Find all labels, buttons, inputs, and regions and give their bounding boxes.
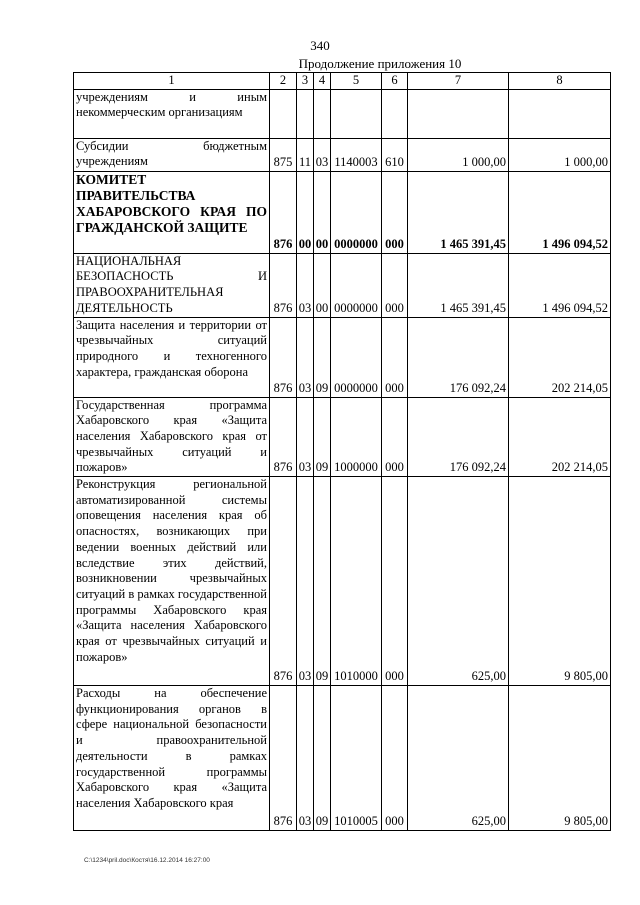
cell-amount-1 (408, 89, 509, 138)
cell-subsection: 03 (314, 138, 331, 171)
column-header: 6 (382, 73, 408, 90)
cell-amount-2: 9 805,00 (509, 477, 611, 686)
cell-amount-2: 9 805,00 (509, 686, 611, 831)
cell-amount-2: 1 496 094,52 (509, 253, 611, 317)
table-row (74, 253, 611, 317)
cell-amount-1: 1 000,00 (408, 138, 509, 171)
cell-type: 000 (382, 686, 408, 831)
cell-code: 876 (270, 317, 297, 397)
row-name: Защита населения и территории от чрезвычайных ситуаций природного и техногенного характера, гражданская оборона (74, 317, 270, 397)
column-header: 4 (314, 73, 331, 90)
cell-section: 00 (297, 171, 314, 253)
cell-code: 876 (270, 253, 297, 317)
cell-type: 000 (382, 477, 408, 686)
cell-section: 03 (297, 477, 314, 686)
cell-section: 03 (297, 397, 314, 477)
cell-amount-1: 1 465 391,45 (408, 253, 509, 317)
cell-target: 0000000 (331, 253, 382, 317)
cell-type: 000 (382, 171, 408, 253)
cell-target: 1140003 (331, 138, 382, 171)
cell-type: 610 (382, 138, 408, 171)
cell-amount-1: 625,00 (408, 477, 509, 686)
table-row (74, 138, 611, 171)
cell-type: 000 (382, 397, 408, 477)
cell-subsection: 09 (314, 477, 331, 686)
cell-subsection: 09 (314, 397, 331, 477)
table-row (74, 171, 611, 253)
row-name: Реконструкция региональной автоматизированной системы оповещения населения края об опасностях, возникающих при ведении военных действий или вследствие этих действий, возникновении чрезвычайных ситуаций в рамках государственной программы Хабаровского края «Защита населения Хабаровского края от чрезвычайных ситуаций и пожаров» (74, 477, 270, 686)
cell-target: 1010000 (331, 477, 382, 686)
cell-code: 876 (270, 477, 297, 686)
cell-section (297, 89, 314, 138)
column-header: 5 (331, 73, 382, 90)
table-header-row (74, 73, 611, 90)
cell-amount-1: 1 465 391,45 (408, 171, 509, 253)
budget-table (73, 72, 611, 831)
cell-amount-2: 1 000,00 (509, 138, 611, 171)
page-number: 340 (310, 38, 330, 53)
column-header: 8 (509, 73, 611, 90)
appendix-subtitle: Продолжение приложения 10 (298, 56, 462, 71)
cell-target: 0000000 (331, 171, 382, 253)
cell-subsection: 09 (314, 317, 331, 397)
table-row (74, 477, 611, 686)
column-header: 2 (270, 73, 297, 90)
cell-amount-1: 625,00 (408, 686, 509, 831)
cell-amount-1: 176 092,24 (408, 397, 509, 477)
table-row (74, 397, 611, 477)
column-header: 7 (408, 73, 509, 90)
cell-subsection: 09 (314, 686, 331, 831)
cell-type (382, 89, 408, 138)
cell-subsection: 00 (314, 171, 331, 253)
cell-section: 11 (297, 138, 314, 171)
cell-target: 1000000 (331, 397, 382, 477)
row-name: НАЦИОНАЛЬНАЯ БЕЗОПАСНОСТЬ И ПРАВООХРАНИТЕЛЬНАЯ ДЕЯТЕЛЬНОСТЬ (74, 253, 270, 317)
row-name: Субсидии бюджетным учреждениям (74, 138, 270, 171)
cell-code: 876 (270, 686, 297, 831)
cell-section: 03 (297, 317, 314, 397)
cell-subsection: 00 (314, 253, 331, 317)
row-name: КОМИТЕТ ПРАВИТЕЛЬСТВА ХАБАРОВСКОГО КРАЯ ПО ГРАЖДАНСКОЙ ЗАЩИТЕ (74, 171, 270, 253)
cell-amount-2: 1 496 094,52 (509, 171, 611, 253)
cell-amount-2: 202 214,05 (509, 397, 611, 477)
cell-type: 000 (382, 253, 408, 317)
row-name: учреждениям и иным некоммерческим организациям (74, 89, 270, 138)
cell-amount-1: 176 092,24 (408, 317, 509, 397)
cell-code: 876 (270, 171, 297, 253)
cell-code: 875 (270, 138, 297, 171)
file-path-footer: C:\1234\pril.doc\Костя\16.12.2014 16:27:00 (84, 857, 210, 864)
row-name: Расходы на обеспечение функционирования органов в сфере национальной безопасности и правоохранительной деятельности в рамках государственной программы Хабаровского края «Защита населения Хабаровского края (74, 686, 270, 831)
table-row (74, 317, 611, 397)
table-row (74, 686, 611, 831)
column-header: 3 (297, 73, 314, 90)
cell-target: 1010005 (331, 686, 382, 831)
cell-type: 000 (382, 317, 408, 397)
cell-target: 0000000 (331, 317, 382, 397)
row-name: Государственная программа Хабаровского края «Защита населения Хабаровского края от чрезвычайных ситуаций и пожаров» (74, 397, 270, 477)
cell-code (270, 89, 297, 138)
cell-target (331, 89, 382, 138)
cell-section: 03 (297, 686, 314, 831)
cell-code: 876 (270, 397, 297, 477)
column-header: 1 (74, 73, 270, 90)
table-row (74, 89, 611, 138)
cell-subsection (314, 89, 331, 138)
cell-amount-2: 202 214,05 (509, 317, 611, 397)
cell-amount-2 (509, 89, 611, 138)
cell-section: 03 (297, 253, 314, 317)
